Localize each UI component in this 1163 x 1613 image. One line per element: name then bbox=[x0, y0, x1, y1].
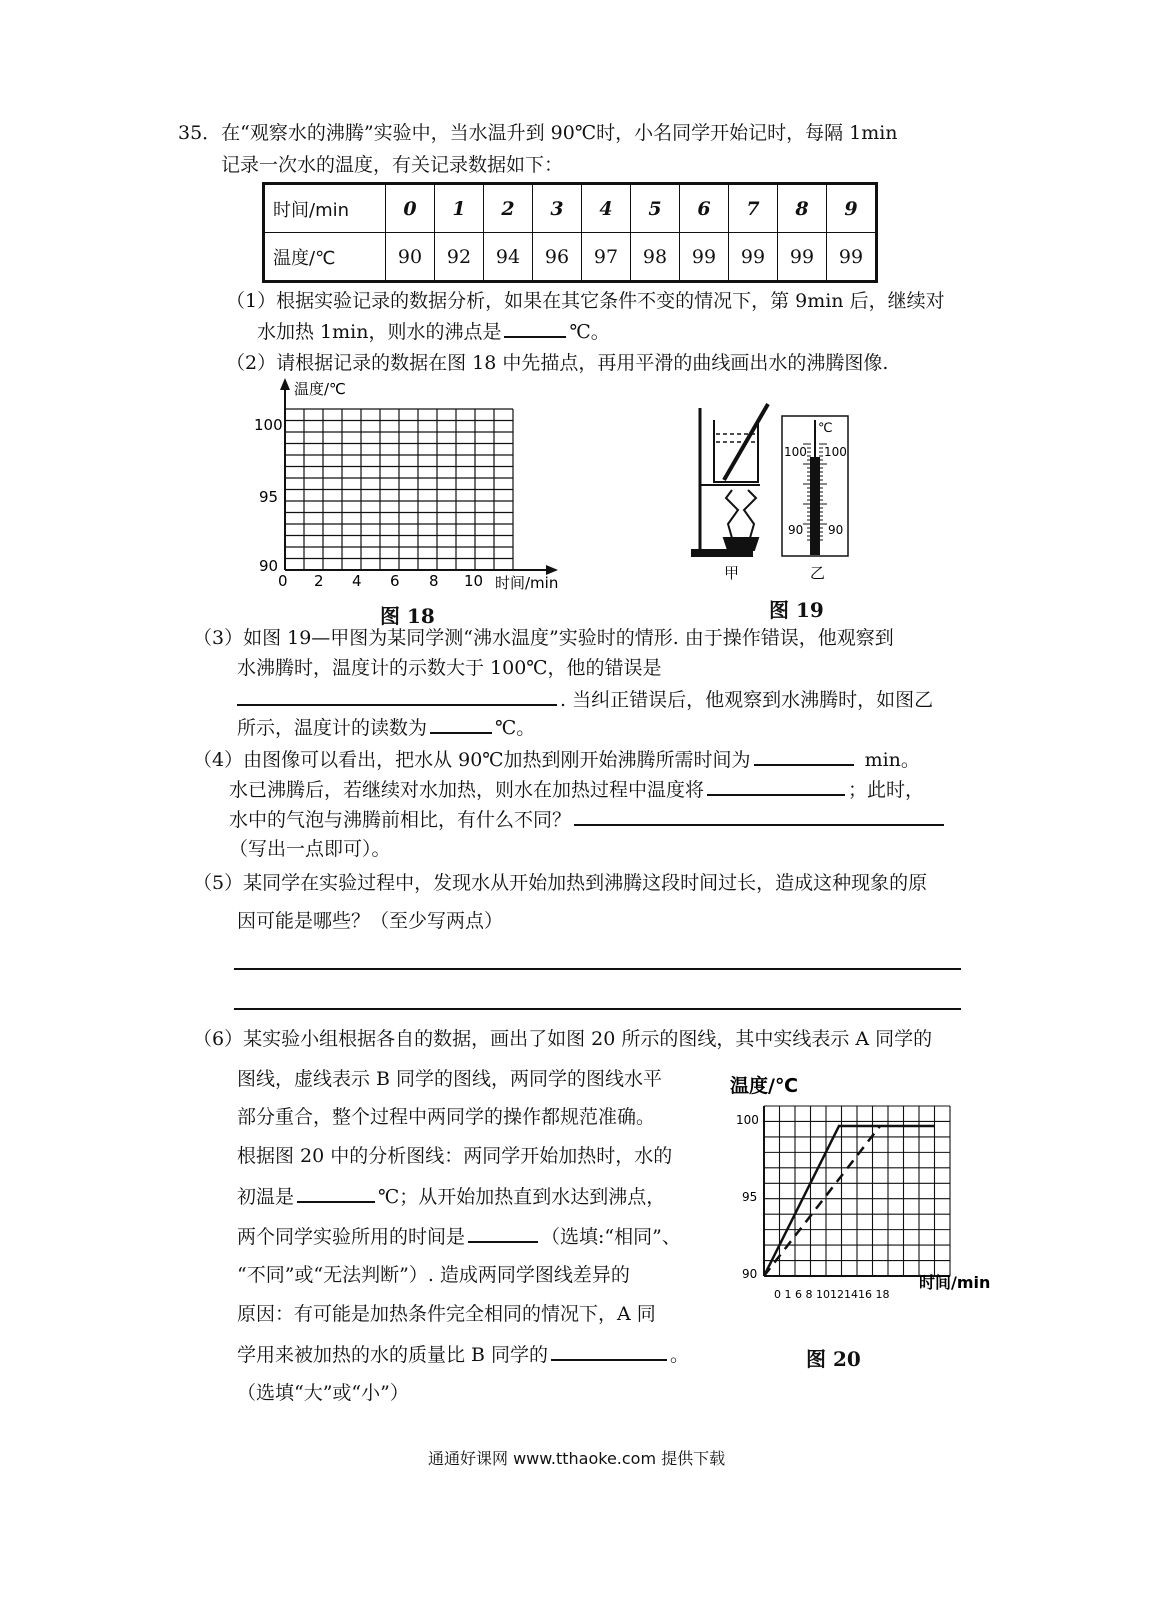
part4-line4: （写出一点即可）。 bbox=[229, 838, 391, 860]
part6-line10: （选填“大”或“小”） bbox=[237, 1382, 409, 1404]
part6-text-b: ℃；从开始加热直到水达到沸点， bbox=[378, 1186, 666, 1208]
fig19-apparatus bbox=[688, 398, 858, 588]
burner-flame bbox=[726, 490, 756, 538]
time-cell: 4 bbox=[582, 184, 631, 233]
part6-line9 bbox=[237, 1341, 689, 1368]
fig20-caption: 图 20 bbox=[806, 1347, 861, 1371]
time-blank[interactable] bbox=[754, 746, 854, 766]
scale-mark: 90 bbox=[828, 523, 844, 537]
temp-header: 温度/℃ bbox=[264, 233, 386, 282]
fig18-grid bbox=[285, 409, 513, 570]
time-cell: 7 bbox=[729, 184, 778, 233]
part4-line1 bbox=[193, 746, 920, 773]
time-cell: 9 bbox=[827, 184, 877, 233]
burner-lamp bbox=[724, 538, 758, 550]
temperature-change-blank[interactable] bbox=[707, 776, 845, 796]
part5-line1: （5）某同学在实验过程中，发现水从开始加热到沸腾这段时间过长，造成这种现象的原 bbox=[193, 872, 928, 894]
part6-text-c: 两个同学实验所用的时间是 bbox=[237, 1226, 466, 1248]
fig18-graph bbox=[240, 378, 580, 598]
temp-cell: 99 bbox=[827, 233, 877, 282]
same-time-blank[interactable] bbox=[468, 1223, 538, 1243]
temp-cell: 99 bbox=[729, 233, 778, 282]
part4-text-d: 水中的气泡与沸腾前相比，有什么不同？ bbox=[229, 809, 572, 831]
temp-cell: 99 bbox=[680, 233, 729, 282]
scale-mark: 100 bbox=[824, 445, 847, 459]
part3-text: . 当纠正错误后，他观察到水沸腾时，如图乙 bbox=[560, 689, 934, 711]
part6-text-e: 学用来被加热的水的质量比 B 同学的 bbox=[237, 1344, 549, 1366]
part6-line1: （6）某实验小组根据各自的数据，画出了如图 20 所示的图线，其中实线表示 A 同学的 bbox=[193, 1028, 933, 1050]
part6-line7: “不同”或“无法判断”）. 造成两同学图线差异的 bbox=[237, 1264, 630, 1286]
fig18-ylabel: 温度/℃ bbox=[294, 380, 346, 398]
footer: 通通好课网 www.tthaoke.com 提供下载 bbox=[428, 1449, 726, 1468]
fig18-ytick: 90 bbox=[259, 557, 279, 575]
fig20-dashed-line-b bbox=[764, 1126, 880, 1276]
boiling-point-blank[interactable] bbox=[504, 318, 566, 338]
fig19-label-b: 乙 bbox=[810, 564, 826, 582]
part3-line1: （3）如图 19—甲图为某同学测“沸水温度”实验时的情形. 由于操作错误，他观察到 bbox=[193, 627, 894, 649]
fig18-caption: 图 18 bbox=[380, 604, 435, 628]
fig18-ytick: 100 bbox=[254, 416, 283, 434]
error-blank[interactable] bbox=[237, 686, 557, 706]
part6-line8: 原因：有可能是加热条件完全相同的情况下，A 同 bbox=[237, 1303, 656, 1325]
fig18-xtick: 2 bbox=[314, 572, 324, 590]
time-cell: 6 bbox=[680, 184, 729, 233]
part5-answer-line[interactable] bbox=[234, 968, 961, 970]
part5-answer-line[interactable] bbox=[234, 1008, 961, 1010]
part6-line6 bbox=[237, 1223, 681, 1250]
part2-line: （2）请根据记录的数据在图 18 中先描点，再用平滑的曲线画出水的沸腾图像. bbox=[226, 352, 889, 374]
fig18-xtick: 0 bbox=[278, 572, 288, 590]
fig19-caption: 图 19 bbox=[769, 598, 824, 622]
part4-line3 bbox=[229, 806, 947, 833]
fig20-ytick: 90 bbox=[742, 1267, 758, 1281]
temp-cell: 99 bbox=[778, 233, 827, 282]
fig20-grid bbox=[764, 1106, 950, 1276]
part6-line2: 图线，虚线表示 B 同学的图线，两同学的图线水平 bbox=[237, 1068, 663, 1090]
time-cell: 8 bbox=[778, 184, 827, 233]
fig18-xlabel: 时间/min bbox=[495, 574, 559, 592]
fig18-xtick: 8 bbox=[429, 572, 439, 590]
part3-unit: ℃。 bbox=[495, 717, 536, 739]
bubbles-blank[interactable] bbox=[574, 806, 944, 826]
question-intro-line2: 记录一次水的温度，有关记录数据如下： bbox=[221, 154, 564, 176]
question-intro-line1: 35．在“观察水的沸腾”实验中，当水温升到 90℃时，小名同学开始记时，每隔 1min bbox=[178, 122, 898, 144]
initial-temp-blank[interactable] bbox=[297, 1183, 375, 1203]
data-table bbox=[262, 182, 878, 283]
fig20-xlabel: 时间/min bbox=[919, 1273, 991, 1292]
part4-unit: min。 bbox=[864, 749, 920, 771]
part6-text-f: 。 bbox=[670, 1344, 690, 1366]
part3-line3 bbox=[237, 686, 933, 713]
part4-line2 bbox=[229, 776, 924, 803]
time-row bbox=[264, 184, 877, 233]
temp-cell: 92 bbox=[435, 233, 484, 282]
reading-blank[interactable] bbox=[430, 714, 492, 734]
time-cell: 1 bbox=[435, 184, 484, 233]
part6-text-d: （选填:“相同”、 bbox=[541, 1226, 681, 1248]
fig18-xtick: 10 bbox=[464, 572, 484, 590]
time-header: 时间/min bbox=[264, 184, 386, 233]
mass-blank[interactable] bbox=[551, 1341, 667, 1361]
time-cell: 2 bbox=[484, 184, 533, 233]
scale-mark: 90 bbox=[788, 523, 804, 537]
part6-text: 初温是 bbox=[237, 1186, 295, 1208]
fig18-xtick: 6 bbox=[390, 572, 400, 590]
part6-line5 bbox=[237, 1183, 665, 1210]
part1-line2 bbox=[257, 318, 610, 345]
temp-cell: 94 bbox=[484, 233, 533, 282]
part4-text-c: ；此时， bbox=[848, 779, 925, 801]
part3-line2: 水沸腾时，温度计的示数大于 100℃，他的错误是 bbox=[237, 657, 662, 679]
fig18-xtick: 4 bbox=[352, 572, 362, 590]
fig20-graph bbox=[728, 1066, 1006, 1316]
mercury-column bbox=[811, 458, 819, 554]
part5-line2: 因可能是哪些？（至少写两点） bbox=[237, 910, 504, 932]
fig19-label-a: 甲 bbox=[724, 564, 740, 582]
fig18-ytick: 95 bbox=[259, 488, 279, 506]
fig20-ylabel: 温度/℃ bbox=[730, 1075, 798, 1097]
part1-text: 水加热 1min，则水的沸点是 bbox=[257, 321, 502, 343]
part1-line1: （1）根据实验记录的数据分析，如果在其它条件不变的情况下，第 9min 后，继续对 bbox=[226, 290, 945, 312]
part4-text: （4）由图像可以看出，把水从 90℃加热到刚开始沸腾所需时间为 bbox=[193, 749, 751, 771]
time-cell: 0 bbox=[386, 184, 435, 233]
scale-mark: 100 bbox=[784, 445, 807, 459]
fig20-ytick: 95 bbox=[742, 1190, 758, 1204]
temp-cell: 90 bbox=[386, 233, 435, 282]
temp-cell: 96 bbox=[533, 233, 582, 282]
temp-cell: 97 bbox=[582, 233, 631, 282]
part3-text-b: 所示，温度计的读数为 bbox=[237, 717, 428, 739]
fig20-ytick: 100 bbox=[736, 1113, 759, 1127]
part3-line4 bbox=[237, 714, 535, 741]
part1-unit: ℃。 bbox=[569, 321, 610, 343]
fig20-solid-line-a bbox=[764, 1126, 934, 1276]
part4-text-b: 水已沸腾后，若继续对水加热，则水在加热过程中温度将 bbox=[229, 779, 705, 801]
time-cell: 5 bbox=[631, 184, 680, 233]
temp-cell: 98 bbox=[631, 233, 680, 282]
scale-unit: ℃ bbox=[818, 421, 833, 436]
part6-line3: 部分重合，整个过程中两同学的操作都规范准确。 bbox=[237, 1106, 656, 1128]
temp-row bbox=[264, 233, 877, 282]
fig18-y-arrow bbox=[280, 378, 290, 390]
fig20-xticks: 0 1 6 8 10121416 18 bbox=[774, 1288, 890, 1301]
part6-line4: 根据图 20 中的分析图线：两同学开始加热时，水的 bbox=[237, 1145, 673, 1167]
time-cell: 3 bbox=[533, 184, 582, 233]
